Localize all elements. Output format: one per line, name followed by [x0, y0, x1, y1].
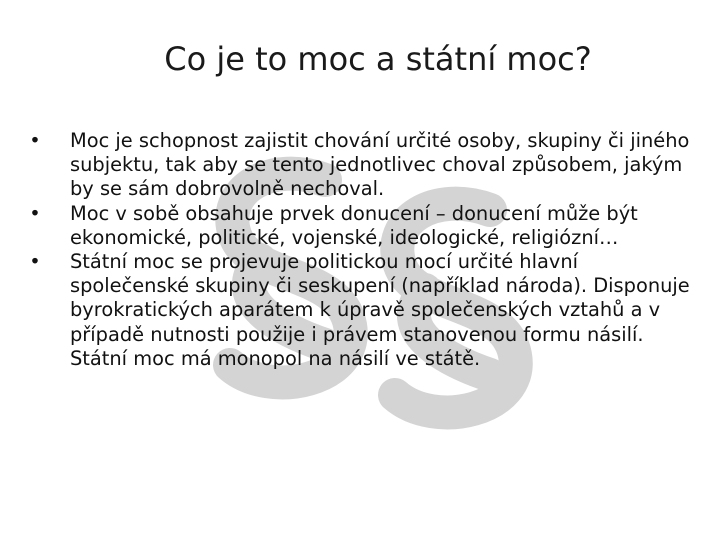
slide-title: Co je to moc a státní moc? [164, 40, 592, 78]
bullet-text: Státní moc se projevuje politickou mocí určité hlavní společenské skupiny či seskupení (například národa). Disponuje byrokratických aparátem k úpravě společenských vztahů a v případě nutnosti použije i právem stanovenou formu násilí. Státní moc má monopol na násilí ve státě. [70, 250, 690, 370]
bullet-text: Moc je schopnost zajistit chování určité osoby, skupiny či jiného subjektu, tak aby se tento jednotlivec choval způsobem, jakým by se sám dobrovolně nechoval. [70, 129, 690, 201]
bullet-item [28, 129, 698, 202]
bullet-list [28, 129, 698, 371]
bullet-text: Moc v sobě obsahuje prvek donucení – donucení může být ekonomické, politické, vojenské, ideologické, religiózní… [70, 201, 638, 249]
bullet-icon: • [29, 129, 41, 152]
bullet-item [28, 202, 698, 250]
bullet-item [28, 250, 698, 371]
bullet-icon: • [29, 201, 41, 225]
bullet-icon: • [29, 250, 41, 274]
